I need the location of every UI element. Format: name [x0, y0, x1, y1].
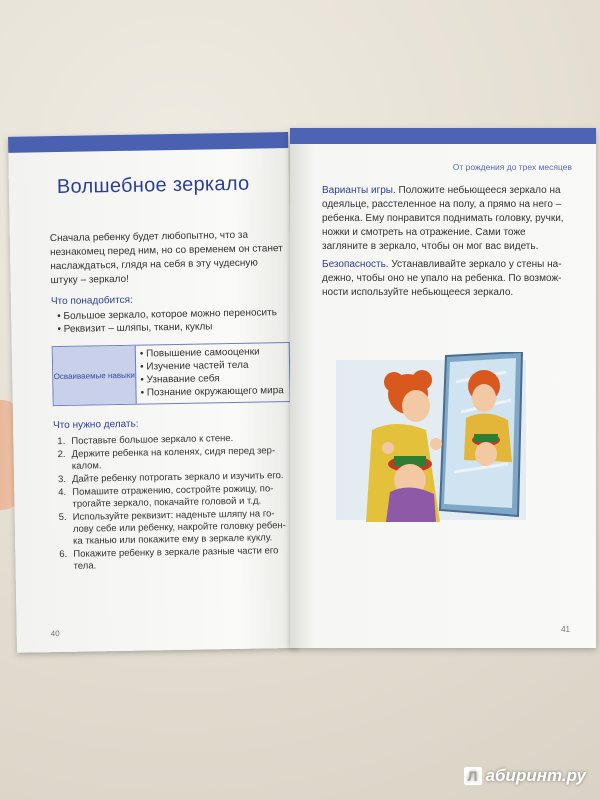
list-item: • Познание окружающего мира — [140, 384, 284, 399]
list-item: 2. Держите ребенка на коленях, сидя перед зеркалом. — [57, 445, 276, 472]
needs-list — [57, 306, 287, 336]
list-item: 5. Используйте реквизит: наденьте шляпу на голову себе или ребенку, накройте головку ребенка тканью или покажите ему в зеркале куклу. — [58, 508, 286, 547]
labirint-logo-icon: Л — [464, 767, 482, 785]
left-page — [8, 132, 297, 653]
list-item: • Повышение самооценки — [140, 345, 284, 360]
list-item: • Изучение частей тела — [140, 358, 284, 373]
watermark-text: абиринт.ру — [485, 766, 586, 785]
skills-label: Осваиваемые навыки — [53, 346, 137, 405]
right-page — [290, 128, 596, 648]
list-item: • Реквизит – шляпы, ткани, куклы — [57, 319, 287, 336]
left-page-header-bar — [8, 132, 288, 153]
labirint-watermark — [464, 766, 586, 786]
list-item: 1. Поставьте большое зеркало к стене. — [57, 433, 234, 448]
page-number-right: 41 — [561, 625, 570, 634]
intro-paragraph: Сначала ребенку будет любопытно, что за незнакомец перед ним, но со временем он станет наслаждаться, глядя на себя в эту чудесную штуку – зеркало! — [49, 229, 283, 287]
page-number-left: 40 — [50, 629, 60, 639]
steps-list — [57, 432, 291, 574]
needs-label: Что понадобится: — [50, 294, 133, 308]
safety-lead: Безопасность. — [322, 259, 389, 270]
variants-paragraph: Варианты игры. Положите небьющееся зеркало на одеяльце, расстеленное на полу, а прямо на него – ребенка. Ему понравится поднимать головку, ручки, ножки и смотреть на отражение. Сами тоже загляните в зеркало, чтобы он мог вас видеть. — [322, 185, 564, 252]
list-item: • Узнавание себя — [140, 371, 284, 386]
right-page-header-bar — [290, 128, 596, 144]
open-book — [8, 128, 598, 648]
list-item: • Большое зеркало, которое можно переносить — [57, 306, 287, 323]
steps-label: Что нужно делать: — [52, 418, 139, 432]
skills-table — [52, 342, 291, 406]
safety-paragraph: Безопасность. Устанавливайте зеркало у стены надежно, чтобы оно не упало на ребенка. По возможности используйте небьющееся зеркало. — [322, 259, 562, 298]
list-item: 4. Помашите отражению, состройте рожицу, потрогайте зеркало, покачайте головой и т.д. — [58, 483, 274, 510]
page-title: Волшебное зеркало — [56, 172, 250, 199]
running-head: От рождения до трех месяцев — [452, 162, 572, 172]
list-item: 6. Покажите ребенку в зеркале разные части его тела. — [59, 545, 279, 572]
list-item: 3. Дайте ребенку потрогать зеркало и изучить его. — [57, 470, 284, 486]
variants-lead: Варианты игры. — [322, 185, 396, 196]
skills-list — [136, 343, 284, 404]
mirror-illustration — [336, 352, 526, 522]
